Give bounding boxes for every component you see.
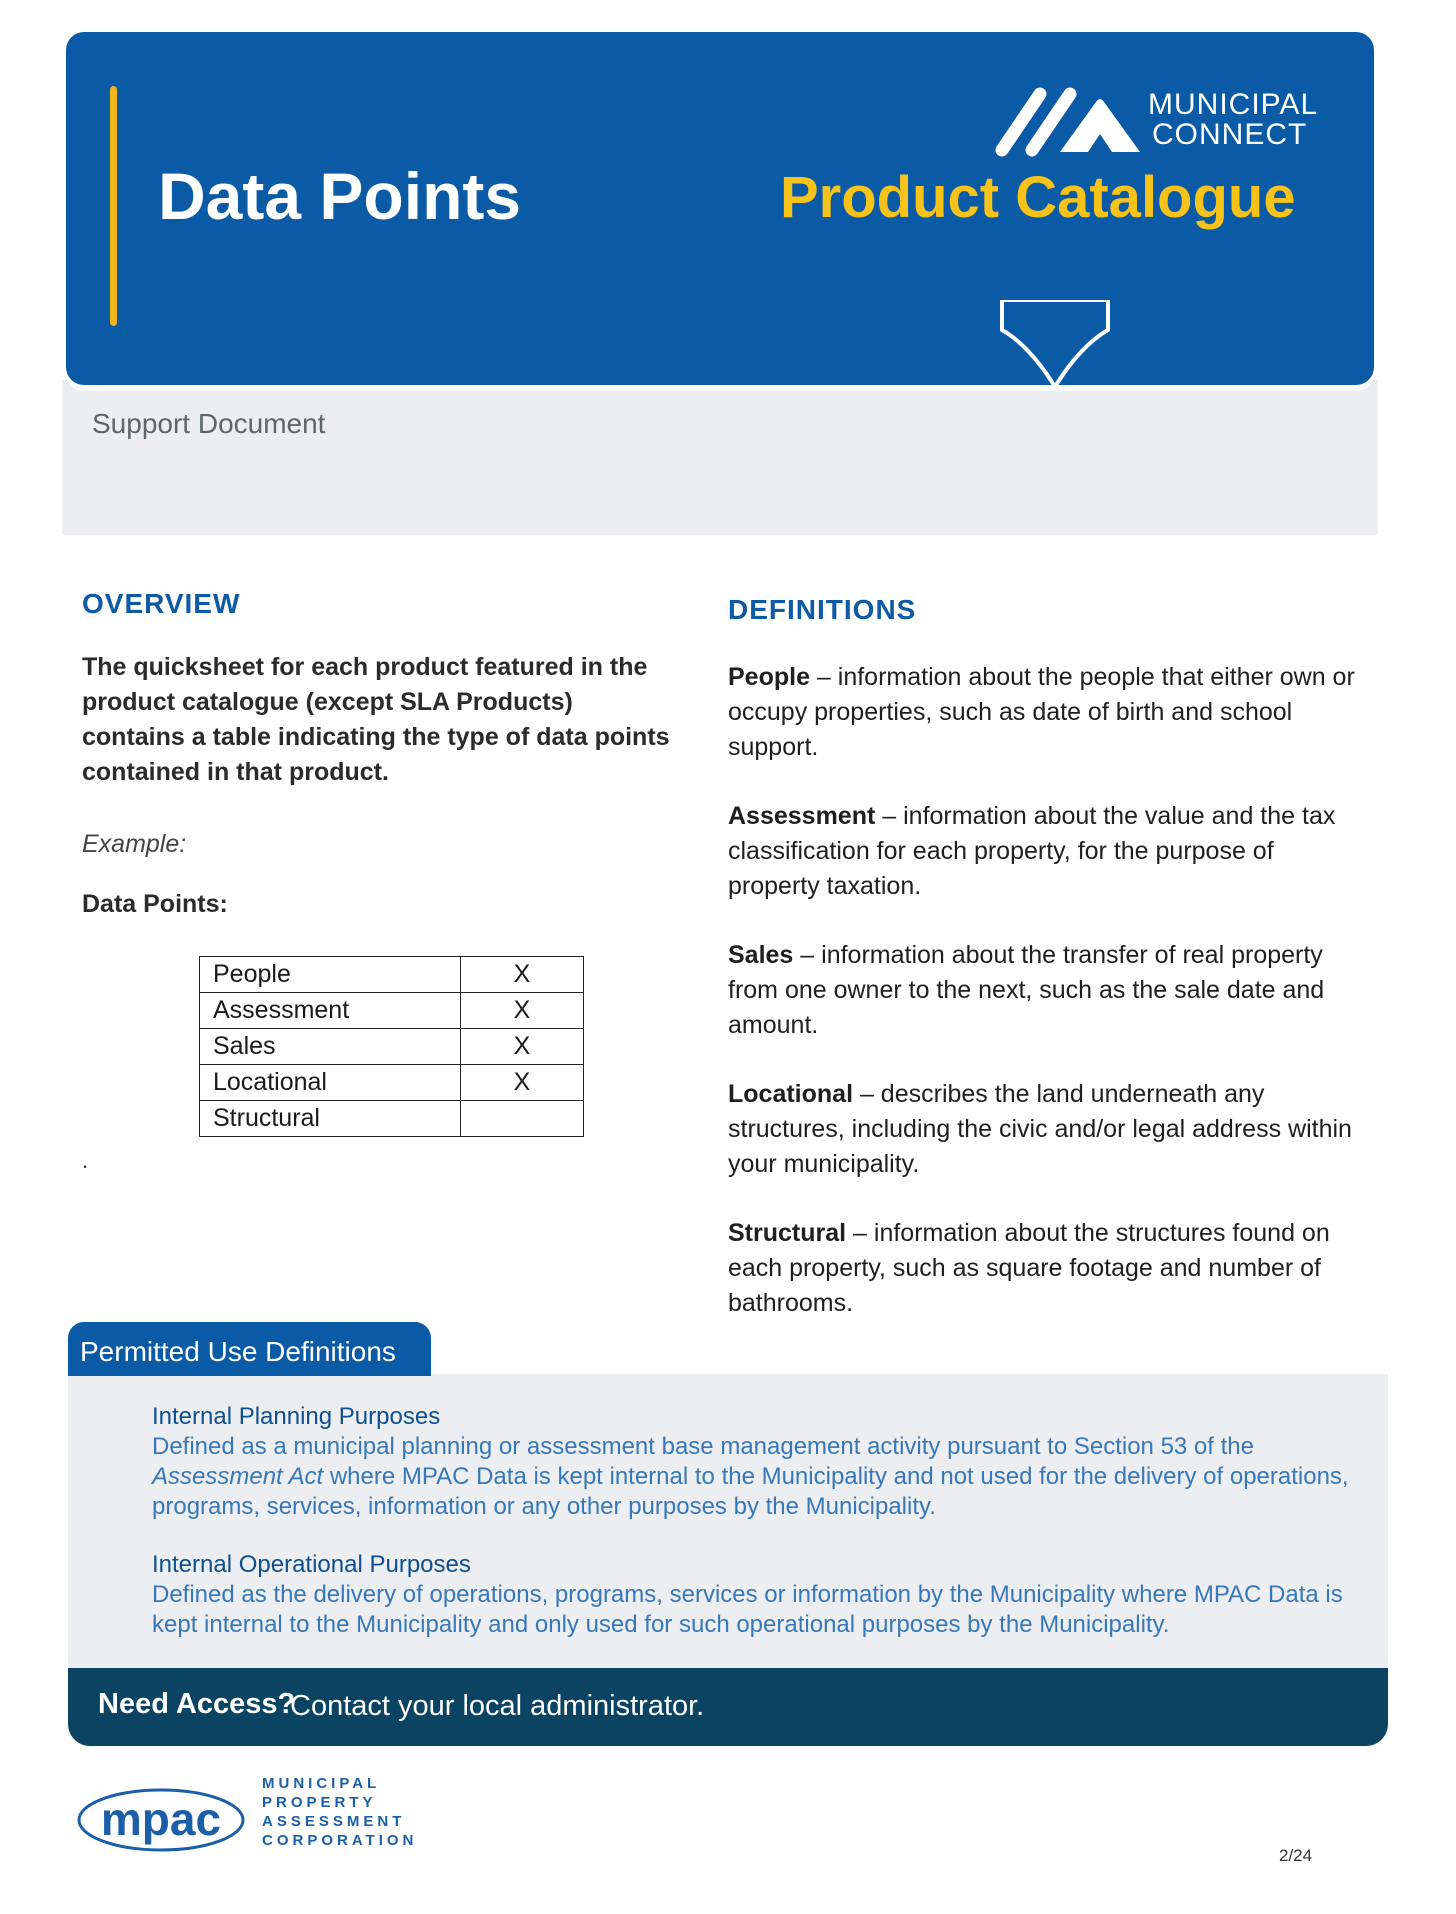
permitted-use-tab-label: Permitted Use Definitions <box>80 1336 396 1367</box>
table-cell-mark: X <box>461 957 584 993</box>
permitted-use-content <box>152 1402 1352 1668</box>
table-row <box>200 993 584 1029</box>
permitted-use-text-part: where MPAC Data is kept internal to the Municipality and not used for the delivery of operations, programs, services, information or any other purposes by the Municipality. <box>152 1463 1349 1520</box>
definitions-list <box>728 660 1368 1355</box>
mpac-line: CORPORATION <box>262 1832 418 1849</box>
definition-people <box>728 660 1368 765</box>
need-access-text: Contact your local administrator. <box>290 1690 705 1722</box>
definition-sales <box>728 938 1368 1043</box>
table-cell-name: Locational <box>200 1065 461 1101</box>
catalogue-title: Product Catalogue <box>780 165 1296 230</box>
table-cell-mark: X <box>461 993 584 1029</box>
table-cell-name: People <box>200 957 461 993</box>
header-notch <box>1000 300 1110 410</box>
brand-name-line1: MUNICIPAL <box>1148 88 1319 121</box>
table-cell-mark: X <box>461 1065 584 1101</box>
definition-term: Sales <box>728 941 794 969</box>
definition-assessment <box>728 799 1368 904</box>
data-points-label: Data Points: <box>82 890 228 918</box>
brand-name-line2: CONNECT <box>1152 118 1308 151</box>
definition-text: – information about the value and the tax classification for each property, for the purpose of property taxation. <box>728 802 1336 900</box>
definition-text: – information about the transfer of real property from one owner to the next, such as the sale date and amount. <box>728 941 1325 1039</box>
mpac-line: ASSESSMENT <box>262 1813 406 1830</box>
table-cell-mark: X <box>461 1029 584 1065</box>
mpac-line: PROPERTY <box>262 1794 377 1811</box>
definitions-heading: DEFINITIONS <box>728 594 917 625</box>
table-cell-name: Sales <box>200 1029 461 1065</box>
permitted-use-text: Defined as the delivery of operations, programs, services or information by the Municipality where MPAC Data is kept internal to the Municipality and only used for such operational purposes by the Municipality. <box>152 1581 1343 1638</box>
mpac-logo-icon <box>76 1780 246 1868</box>
need-access-heading: Need Access? <box>98 1688 296 1720</box>
example-label: Example: <box>82 830 187 858</box>
definition-text: – information about the structures found on each property, such as square footage and number of bathrooms. <box>728 1219 1330 1317</box>
overview-heading: OVERVIEW <box>82 588 241 619</box>
permitted-use-heading: Internal Operational Purposes <box>152 1551 471 1578</box>
page-title: Data Points <box>158 159 522 233</box>
table-row <box>200 1101 584 1137</box>
mpac-wordmark <box>262 1774 417 1850</box>
definition-text: – information about the people that either own or occupy properties, such as date of birth and school support. <box>728 663 1355 761</box>
definition-term: Locational <box>728 1080 854 1108</box>
municipal-connect-logo-icon <box>988 80 1148 160</box>
assessment-act-title: Assessment Act <box>152 1463 324 1490</box>
table-cell-name: Structural <box>200 1101 461 1137</box>
definition-term: Structural <box>728 1219 847 1247</box>
definition-text: – describes the land underneath any structures, including the civic and/or legal address within your municipality. <box>728 1080 1352 1178</box>
definition-term: People <box>728 663 810 691</box>
table-row <box>200 1029 584 1065</box>
permitted-use-heading: Internal Planning Purposes <box>152 1403 441 1430</box>
permitted-use-item <box>152 1550 1352 1640</box>
table-row <box>200 1065 584 1101</box>
table-cell-mark <box>461 1101 584 1137</box>
page-number: 2/24 <box>1279 1846 1313 1865</box>
support-document-label: Support Document <box>92 408 326 439</box>
mpac-line: MUNICIPAL <box>262 1775 381 1792</box>
gold-accent-bar <box>110 86 117 326</box>
definition-term: Assessment <box>728 802 876 830</box>
overview-paragraph: The quicksheet for each product featured in the product catalogue (except SLA Products) contains a table indicating the type of data points contained in that product. <box>82 653 670 786</box>
data-points-table <box>199 956 584 1137</box>
permitted-use-item <box>152 1402 1352 1522</box>
stray-dot: . <box>82 1148 89 1173</box>
table-row <box>200 957 584 993</box>
mpac-logo-text: mpac <box>100 1793 222 1845</box>
table-cell-name: Assessment <box>200 993 461 1029</box>
definition-locational <box>728 1077 1368 1182</box>
permitted-use-text-part: Defined as a municipal planning or assessment base management activity pursuant to Section 53 of the <box>152 1433 1254 1460</box>
permitted-use-text <box>152 1432 1352 1522</box>
header-grey-band <box>62 380 1378 535</box>
definition-structural <box>728 1216 1368 1321</box>
